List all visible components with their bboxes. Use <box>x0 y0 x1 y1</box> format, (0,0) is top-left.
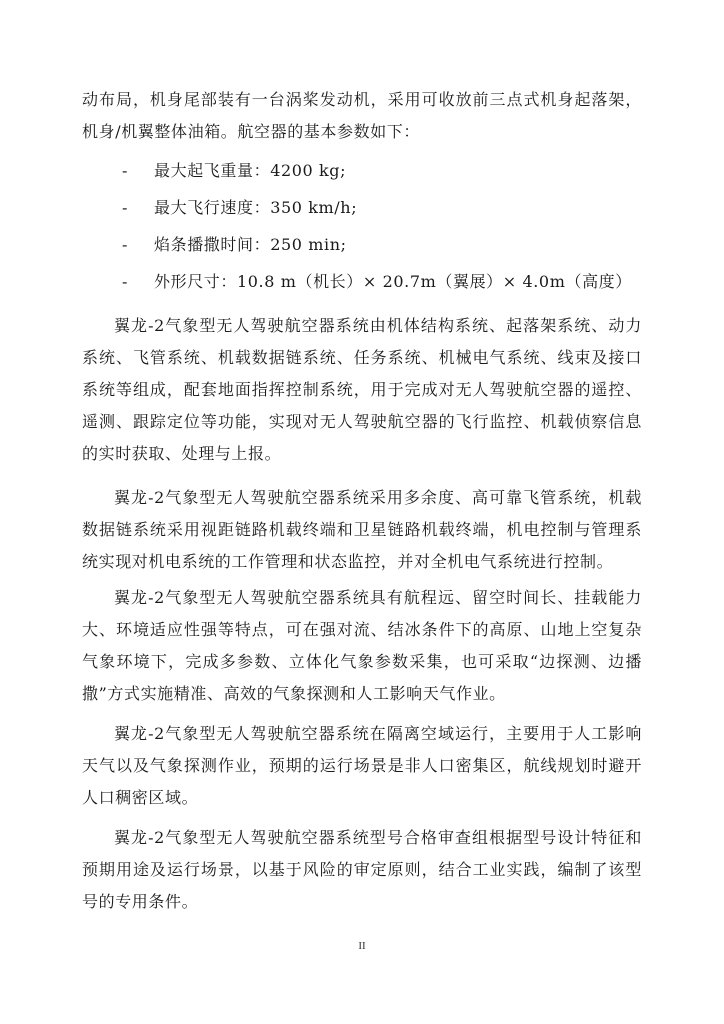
paragraph-flight-management: 翼龙-2气象型无人驾驶航空器系统采用多余度、高可靠飞管系统，机载数据链系统采用视距链路机载终端和卫星链路机载终端，机电控制与管理系统实现对机电系统的工作管理和状态监控，并对全机电气系统进行控制。 <box>82 488 642 571</box>
paragraph-special-conditions: 翼龙-2气象型无人驾驶航空器系统型号合格审查组根据型号设计特征和预期用途及运行场景，以基于风险的审定原则，结合工业实践，编制了该型号的专用条件。 <box>82 828 642 911</box>
paragraph-operation-scenario: 翼龙-2气象型无人驾驶航空器系统在隔离空域运行，主要用于人工影响天气以及气象探测作业，预期的运行场景是非人口密集区，航线规划时避开人口稠密区域。 <box>82 724 642 807</box>
parameter-list <box>122 152 642 300</box>
list-item <box>122 152 642 189</box>
list-bullet: - <box>122 198 129 217</box>
list-bullet: - <box>122 272 129 291</box>
list-bullet: - <box>122 161 129 180</box>
list-bullet: - <box>122 235 129 254</box>
list-item <box>122 189 642 226</box>
list-item <box>122 226 642 263</box>
page-number: II <box>358 940 366 952</box>
parameter-max-takeoff-weight: 最大起飞重量：4200 kg; <box>154 161 347 180</box>
paragraph-features: 翼龙-2气象型无人驾驶航空器系统具有航程远、留空时间长、挂载能力大、环境适应性强等特点，可在强对流、结冰条件下的高原、山地上空复杂气象环境下，完成多参数、立体化气象参数采集，也可采取“边探测、边播撒”方式实施精准、高效的气象探测和人工影响天气作业。 <box>82 588 642 703</box>
parameter-flare-dispersal-time: 焰条播撒时间：250 min; <box>154 235 347 254</box>
list-item <box>122 263 642 300</box>
parameter-dimensions: 外形尺寸：10.8 m（机长）× 20.7m（翼展）× 4.0m（高度） <box>154 272 632 291</box>
paragraph-system-composition: 翼龙-2气象型无人驾驶航空器系统由机体结构系统、起落架系统、动力系统、飞管系统、机载数据链系统、任务系统、机械电气系统、线束及接口系统等组成，配套地面指挥控制系统，用于完成对无人驾驶航空器的遥控、遥测、跟踪定位等功能，实现对无人驾驶航空器的飞行监控、机载侦察信息的实时获取、处理与上报。 <box>82 316 642 463</box>
parameter-max-speed: 最大飞行速度：350 km/h; <box>154 198 358 217</box>
intro-paragraph: 动布局，机身尾部装有一台涡桨发动机，采用可收放前三点式机身起落架，机身/机翼整体油箱。航空器的基本参数如下： <box>82 90 642 141</box>
